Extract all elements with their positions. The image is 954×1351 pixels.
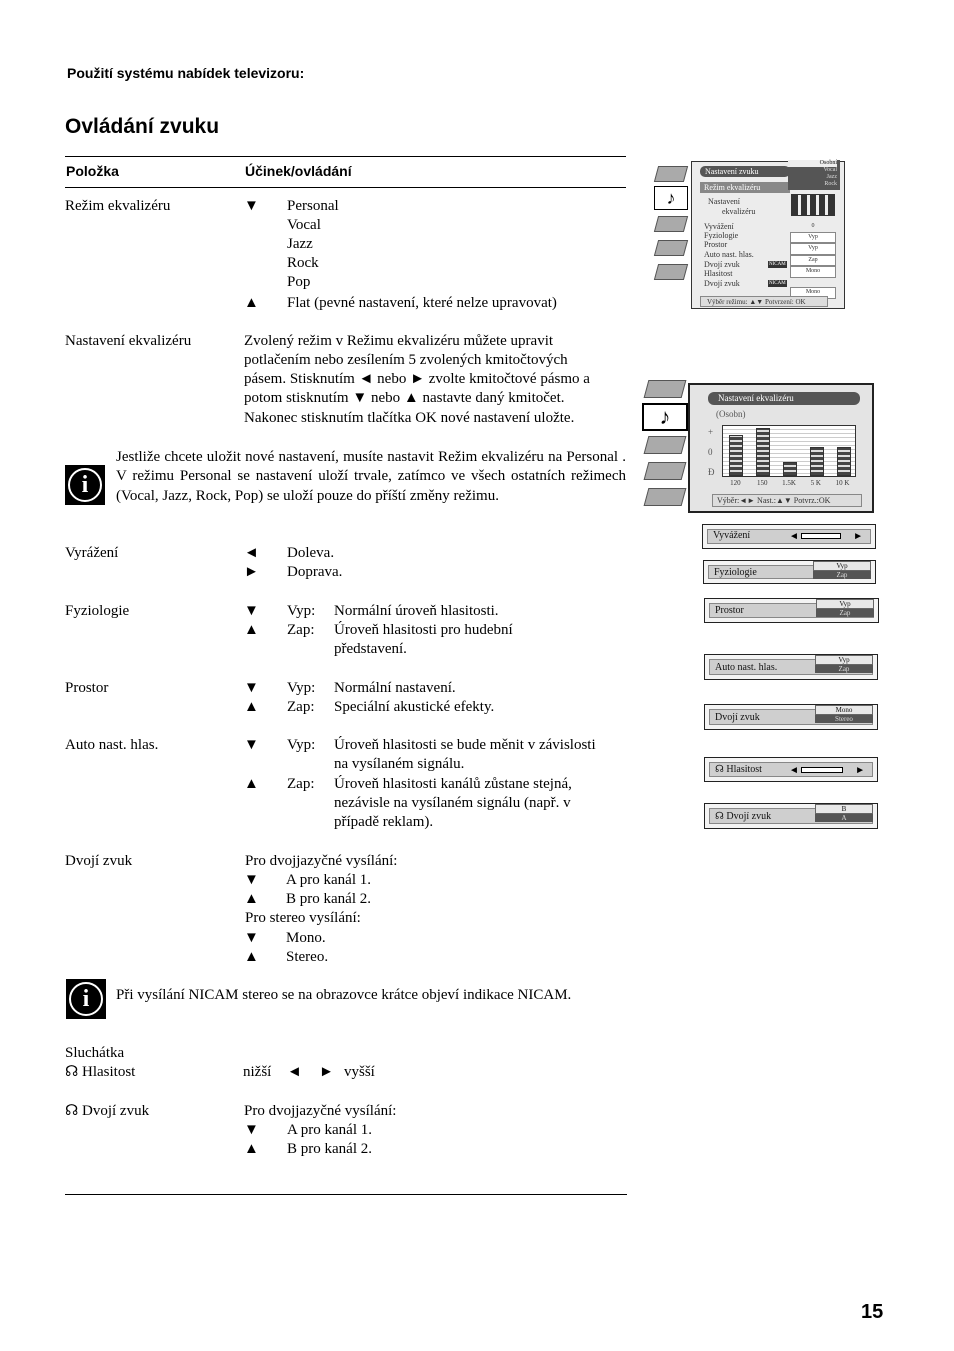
option-vyp[interactable]: Vyp	[816, 599, 874, 609]
hp-volume-bar	[704, 757, 878, 782]
sound-menu-title: Nastavení zvuku	[700, 166, 790, 177]
table-top-rule	[65, 156, 626, 157]
table-bottom-rule	[65, 1194, 627, 1195]
option-key: Zap:	[287, 622, 315, 638]
eq-setting-line: Zvolený režim v Režimu ekvalizéru můžete upravit	[244, 333, 554, 349]
loudness-options[interactable]	[813, 561, 871, 579]
option-key: Zap:	[287, 699, 315, 715]
teletext-tab-icon	[654, 264, 688, 280]
arrow-down-icon: ▼	[244, 872, 259, 888]
arrow-left-icon: ◄	[287, 1064, 302, 1080]
dual-bilingual: Pro dvojjazyčné vysílání:	[245, 853, 398, 869]
option-b[interactable]: B	[815, 804, 873, 814]
arrow-right-icon: ►	[855, 765, 865, 776]
hp-higher: vyšší	[344, 1064, 375, 1080]
dual-stereo: Stereo.	[286, 949, 329, 965]
option-text: na vysílaném signálu.	[334, 756, 465, 772]
arrow-down-icon: ▼	[244, 737, 259, 753]
eq-scale-zero: 0	[708, 447, 713, 457]
menu-value: Vyp	[790, 232, 836, 244]
loudness-bar	[703, 560, 876, 584]
sound-tab-icon: ♪	[642, 403, 688, 431]
nicam-badge: NICAM	[769, 262, 786, 267]
option-text: Speciální akustické efekty.	[334, 699, 495, 715]
page-number: 15	[861, 1301, 884, 1323]
eq-band-column[interactable]	[810, 447, 824, 476]
balance-bar	[702, 524, 876, 549]
row-label-space: Prostor	[65, 680, 109, 696]
dual-b: B pro kanál 2.	[286, 891, 371, 907]
eq-mode-option[interactable]: Osobní	[788, 160, 837, 167]
balance-left-text: Doleva.	[287, 545, 335, 561]
dual-mono: Mono.	[286, 930, 326, 946]
option-text: Úroveň hlasitosti pro hudební	[334, 622, 513, 638]
eq-graph[interactable]	[722, 425, 856, 477]
running-title: Použití systému nabídek televizoru:	[67, 65, 305, 81]
arrow-up-icon: ▲	[244, 891, 259, 907]
arrow-down-icon: ▼	[244, 680, 259, 696]
option-vyp[interactable]: Vyp	[815, 655, 873, 665]
option-text: představení.	[334, 641, 407, 657]
menu-value: Zap	[790, 255, 836, 267]
option-key: Vyp:	[287, 603, 316, 619]
hp-dual-bar	[704, 803, 878, 829]
arrow-up-icon: ▲	[244, 295, 259, 311]
arrow-up-icon: ▲	[244, 776, 259, 792]
eq-band-column[interactable]	[729, 435, 743, 476]
features-tab-icon	[644, 436, 687, 454]
arrow-right-icon: ►	[853, 531, 863, 542]
eq-setting-line: pásem. Stisknutím ◄ nebo ► zvolte kmitočtové pásmo a	[244, 371, 590, 387]
dual-stereo-heading: Pro stereo vysílání:	[245, 910, 361, 926]
option-zap[interactable]: Zap	[816, 609, 874, 617]
menu-value: Vyp	[790, 243, 836, 255]
eq-option: Personal	[287, 198, 339, 214]
sound-tab-icon: ♪	[654, 186, 688, 210]
hp-bilingual: Pro dvojjazyčné vysílání:	[244, 1103, 397, 1119]
loudness-bar-label: Fyziologie	[714, 567, 757, 578]
note-nicam: Při vysílání NICAM stereo se na obrazovce krátce objeví indikace NICAM.	[116, 987, 572, 1003]
option-mono[interactable]: Mono	[815, 705, 873, 715]
eq-band-column[interactable]	[783, 462, 797, 476]
row-label-eq-mode: Režim ekvalizéru	[65, 198, 171, 214]
slider-track	[801, 767, 843, 773]
option-text: Normální úroveň hlasitosti.	[334, 603, 499, 619]
arrow-down-icon: ▼	[244, 930, 259, 946]
option-zap[interactable]: Zap	[815, 665, 873, 673]
eq-option: Jazz	[287, 236, 313, 252]
dual-sound-options[interactable]	[815, 705, 873, 723]
row-label-headphones: Sluchátka	[65, 1045, 125, 1061]
sound-menu-footer: Výběr režimu: ▲▼ Potvrzení: OK	[700, 296, 828, 307]
row-label-dual-sound: Dvojí zvuk	[65, 853, 133, 869]
menu-values	[790, 222, 836, 299]
row-label-hp-volume: Hlasitost	[82, 1064, 136, 1080]
hp-lower: nižší	[243, 1064, 272, 1080]
space-options[interactable]	[816, 599, 874, 617]
headphone-icon: ☊	[65, 1064, 79, 1080]
eq-panel	[688, 383, 874, 513]
eq-option: Rock	[287, 255, 319, 271]
row-label-auto-volume: Auto nast. hlas.	[65, 737, 159, 753]
option-key: Vyp:	[287, 737, 316, 753]
menu-value: 0	[811, 223, 815, 229]
eq-setting-line: potlačením nebo zesílením 5 zvolených kmitočtových	[244, 352, 568, 368]
arrow-down-icon: ▼	[244, 1122, 259, 1138]
menu-item[interactable]: Dvojí zvuk	[704, 260, 740, 269]
eq-band-column[interactable]	[837, 447, 851, 476]
row-label-loudness: Fyziologie	[65, 603, 130, 619]
option-zap[interactable]: Zap	[813, 571, 871, 579]
dual-sound-bar	[704, 704, 878, 730]
menu-value: Mono	[790, 266, 836, 278]
option-text: nezávisle na vysílaném signálu (např. v	[334, 795, 571, 811]
arrow-right-icon: ►	[244, 564, 259, 580]
menu-item[interactable]: Nastavení	[708, 197, 740, 206]
arrow-up-icon: ▲	[244, 622, 259, 638]
eq-mode-dropdown[interactable]	[788, 160, 840, 190]
hp-dual-options[interactable]	[815, 804, 873, 822]
eq-band-label: 5 K	[810, 479, 821, 487]
arrow-up-icon: ▲	[244, 1141, 259, 1157]
setup-tab-icon	[654, 240, 688, 256]
balance-bar-label: Vyvážení	[713, 530, 751, 541]
arrow-up-icon: ▲	[244, 949, 259, 965]
eq-band-labels	[722, 478, 856, 488]
column-header-item: Položka	[66, 163, 119, 179]
arrow-down-icon: ▼	[244, 198, 259, 214]
dual-sound-bar-label: Dvojí zvuk	[715, 712, 760, 723]
info-icon: i	[65, 465, 105, 505]
hp-volume-slider[interactable]	[789, 764, 869, 777]
menu-item[interactable]: ekvalizéru	[722, 207, 756, 216]
arrow-left-icon: ◄	[789, 531, 799, 542]
auto-volume-bar	[704, 654, 878, 680]
arrow-up-icon: ▲	[244, 699, 259, 715]
option-text: případě reklam).	[334, 814, 434, 830]
menu-value: Mono	[790, 287, 836, 299]
setup-tab-icon	[644, 462, 687, 480]
page-title: Ovládání zvuku	[65, 115, 220, 138]
row-label-balance: Vyrážení	[65, 545, 119, 561]
headphone-icon: ☊	[65, 1103, 79, 1119]
menu-item[interactable]: Hlasitost	[704, 269, 733, 278]
menu-item[interactable]: Fyziologie	[704, 231, 739, 240]
sound-menu-selected[interactable]: Režim ekvalizéru	[700, 182, 790, 193]
info-icon: i	[66, 979, 106, 1019]
eq-band-label: 120	[730, 479, 741, 487]
hp-volume-bar-label: ☊ Hlasitost	[715, 764, 762, 775]
eq-panel-footer: Výběr:◄► Nast.:▲▼ Potvrz.:OK	[712, 494, 862, 507]
column-header-effect: Účinek/ovládání	[245, 163, 352, 179]
eq-panel-mode: (Osobn)	[716, 409, 746, 419]
option-key: Vyp:	[287, 680, 316, 696]
option-text: Úroveň hlasitosti se bude měnit v závislosti	[334, 737, 596, 753]
eq-panel-title: Nastavení ekvalizéru	[708, 392, 860, 405]
hp-dual-b: B pro kanál 2.	[287, 1141, 372, 1157]
eq-menu-tabs	[640, 378, 690, 508]
note-save-settings: Jestliže chcete uložit nové nastavení, musíte nastavit Režim ekvalizéru na Personal . V režimu Personal se nastavení uloží trvale, zatímco ve všech ostatních režimech (Vocal, Jazz, Rock, Pop) se uloží pouze do příští změny režimu.	[116, 449, 626, 504]
table-header-rule	[65, 187, 626, 188]
arrow-left-icon: ◄	[789, 765, 799, 776]
menu-item[interactable]: Vyvážení	[704, 222, 734, 231]
option-a[interactable]: A	[815, 814, 873, 822]
features-tab-icon	[654, 216, 688, 232]
hp-dual-bar-label: ☊ Dvojí zvuk	[715, 811, 772, 822]
option-text: Úroveň hlasitosti kanálů zůstane stejná,	[334, 776, 572, 792]
auto-volume-options[interactable]	[815, 655, 873, 673]
eq-mode-option[interactable]: Jazz	[826, 174, 837, 180]
space-bar-label: Prostor	[715, 605, 744, 616]
option-vyp[interactable]: Vyp	[813, 561, 871, 571]
eq-option: Vocal	[287, 217, 321, 233]
dual-a: A pro kanál 1.	[286, 872, 371, 888]
menu-tabs	[652, 164, 692, 284]
eq-band-label: 150	[756, 479, 768, 487]
option-key: Zap:	[287, 776, 315, 792]
sound-menu-panel	[691, 161, 845, 309]
eq-setting-line: Nakonec stisknutím tlačítka OK nové nastavení uložte.	[244, 410, 575, 426]
menu-item[interactable]: Dvojí zvuk	[704, 279, 740, 288]
option-text: Normální nastavení.	[334, 680, 456, 696]
eq-option: Pop	[287, 274, 311, 290]
eq-scale-minus: Ð	[708, 467, 715, 477]
balance-slider[interactable]	[789, 530, 865, 543]
eq-band-label: 1.5K	[782, 479, 796, 487]
eq-mode-option[interactable]: Vocal	[823, 167, 837, 173]
row-label-eq-setting: Nastavení ekvalizéru	[65, 333, 192, 349]
eq-band-column[interactable]	[756, 428, 770, 476]
arrow-down-icon: ▼	[244, 603, 259, 619]
eq-mode-option[interactable]: Rock	[824, 181, 837, 187]
picture-tab-icon	[654, 166, 688, 182]
row-label-hp-dual: Dvojí zvuk	[82, 1103, 150, 1119]
arrow-left-icon: ◄	[244, 545, 259, 561]
slider-track	[801, 533, 841, 539]
eq-option-flat: Flat (pevné nastavení, které nelze upravovat)	[287, 295, 557, 311]
auto-volume-bar-label: Auto nast. hlas.	[715, 662, 778, 673]
arrow-right-icon: ►	[319, 1064, 334, 1080]
hp-dual-a: A pro kanál 1.	[287, 1122, 372, 1138]
eq-scale-plus: +	[708, 427, 714, 437]
eq-band-label: 10 K	[835, 479, 850, 487]
eq-mini-graph	[791, 194, 835, 216]
picture-tab-icon	[644, 380, 687, 398]
teletext-tab-icon	[644, 488, 687, 506]
menu-item[interactable]: Auto nast. hlas.	[704, 250, 754, 259]
nicam-badge: NICAM	[769, 281, 786, 286]
balance-right-text: Doprava.	[287, 564, 343, 580]
space-bar	[704, 598, 879, 623]
eq-setting-line: potom stisknutím ▼ nebo ▲ nastavte daný kmitočet.	[244, 390, 565, 406]
option-stereo[interactable]: Stereo	[815, 715, 873, 723]
menu-item[interactable]: Prostor	[704, 240, 728, 249]
